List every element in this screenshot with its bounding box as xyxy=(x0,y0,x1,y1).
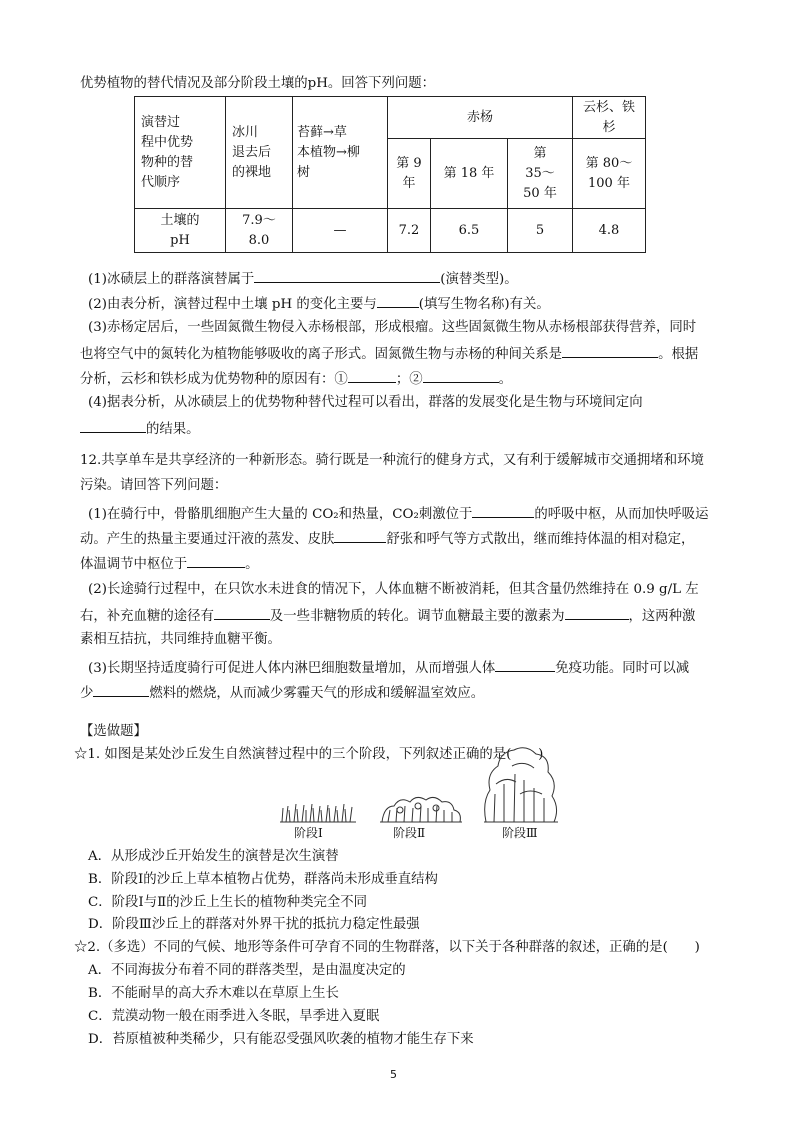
col-spruce-hemlock: 云杉、铁 杉 xyxy=(573,97,646,139)
q12-part-2-line-2: 右，补充血糖的途径有 及一些非糖物质的转化。调节血糖最主要的激素为 ，这两种激 xyxy=(80,605,695,627)
q12-part-3-line-2: 少 燃料的燃烧，从而减少雾霾天气的形成和缓解温室效应。 xyxy=(80,682,484,704)
dune-succession-figure xyxy=(276,744,566,826)
answer-blank[interactable] xyxy=(334,528,386,543)
sub-year-9: 第 9 年 xyxy=(388,139,431,209)
question-3-line-2: 也将空气中的氮转化为植物能够吸收的离子形式。固氮微生物与赤杨的种间关系是 。根据 xyxy=(80,343,698,365)
col-alder: 赤杨 xyxy=(388,97,573,139)
sub-year-80-100: 第 80～ 100 年 xyxy=(573,139,646,209)
question-2: (2)由表分析，演替过程中土壤 pH 的变化主要与 (填写生物名称)有关。 xyxy=(88,293,550,315)
ph-moss: — xyxy=(293,209,388,253)
answer-blank[interactable] xyxy=(80,418,146,433)
ph-year-9: 7.2 xyxy=(388,209,431,253)
question-12-line-1: 12.共享单车是共享经济的一种新形态。骑行既是一种流行的健身方式，又有利于缓解城市交通拥堵和环境 xyxy=(80,453,704,468)
stage-1-label: 阶段Ⅰ xyxy=(294,826,323,840)
stage-1-grass-illustration xyxy=(280,804,356,822)
q1-option-a: A．从形成沙丘开始发生的演替是次生演替 xyxy=(88,849,339,864)
answer-blank[interactable] xyxy=(472,503,534,518)
answer-blank[interactable] xyxy=(495,657,555,672)
q2-option-c: C．荒漠动物一般在雨季进入冬眠，旱季进入夏眠 xyxy=(88,1009,380,1024)
sub-year-18: 第 18 年 xyxy=(431,139,508,209)
ph-bare-land: 7.9～ 8.0 xyxy=(226,209,293,253)
answer-blank[interactable] xyxy=(254,268,440,283)
answer-blank[interactable] xyxy=(187,553,245,568)
q1-option-b: B．阶段Ⅰ的沙丘上草本植物占优势，群落尚未形成垂直结构 xyxy=(88,872,438,887)
q12-part-3-line-1: (3)长期坚持适度骑行可促进人体内淋巴细胞数量增加，从而增强人体 免疫功能。同时可以减 xyxy=(88,657,689,679)
ph-year-35-50: 5 xyxy=(508,209,573,253)
q2-option-d: D．苔原植被种类稀少，只有能忍受强风吹袭的植物才能生存下来 xyxy=(88,1032,474,1047)
answer-blank[interactable] xyxy=(423,368,499,383)
q12-part-1-line-3: 体温调节中枢位于 。 xyxy=(80,553,259,575)
row-header-sequence: 演替过 程中优势 物种的替 代顺序 xyxy=(135,97,226,209)
succession-table xyxy=(134,96,646,253)
q12-part-2-line-3: 素相互拮抗，共同维持血糖平衡。 xyxy=(80,632,281,647)
q12-part-2-line-1: (2)长途骑行过程中，在只饮水未进食的情况下，人体血糖不断被消耗，但其含量仍然维持在 0.9 g/L 左 xyxy=(88,582,699,597)
stage-3-forest-illustration xyxy=(484,748,558,822)
optional-question-1: ☆1. 如图是某处沙丘发生自然演替过程中的三个阶段，下列叙述正确的是( ) xyxy=(74,747,544,762)
question-3-line-3: 分析，云杉和铁杉成为优势物种的原因有：① ；② 。 xyxy=(80,368,512,390)
col-moss-grass-willow: 苔藓→草 本植物→柳 树 xyxy=(293,97,388,209)
ph-year-18: 6.5 xyxy=(431,209,508,253)
answer-blank[interactable] xyxy=(348,368,396,383)
answer-blank[interactable] xyxy=(562,343,658,358)
col-bare-land: 冰川 退去后 的裸地 xyxy=(226,97,293,209)
answer-blank[interactable] xyxy=(93,682,149,697)
question-4-line-1: (4)据表分析，从冰碛层上的优势物种替代过程可以看出，群落的发展变化是生物与环境间定向 xyxy=(88,395,643,410)
answer-blank[interactable] xyxy=(377,293,419,308)
stage-2-shrub-illustration xyxy=(380,797,462,822)
q2-option-b: B．不能耐旱的高大乔木难以在草原上生长 xyxy=(88,986,339,1001)
answer-blank[interactable] xyxy=(214,605,270,620)
q2-option-a: A．不同海拔分布着不同的群落类型，是由温度决定的 xyxy=(88,963,406,978)
optional-heading: 【选做题】 xyxy=(80,724,147,739)
intro-text: 优势植物的替代情况及部分阶段土壤的pH。回答下列问题： xyxy=(80,76,436,91)
stage-3-label: 阶段Ⅲ xyxy=(502,826,538,840)
q12-part-1-line-2: 动。产生的热量主要通过汗液的蒸发、皮肤 舒张和呼气等方式散出，继而维持体温的相对稳定， xyxy=(80,528,694,550)
question-3-line-1: (3)赤杨定居后，一些固氮微生物侵入赤杨根部，形成根瘤。这些固氮微生物从赤杨根部获得营养，同时 xyxy=(88,320,697,335)
q12-part-1-line-1: (1)在骑行中，骨骼肌细胞产生大量的 CO₂和热量，CO₂刺激位于 的呼吸中枢，从而加快呼吸运 xyxy=(88,503,708,525)
optional-question-2: ☆2.（多选）不同的气候、地形等条件可孕育不同的生物群落，以下关于各种群落的叙述，正确的是( ) xyxy=(74,940,700,955)
question-12-line-2: 污染。请回答下列问题： xyxy=(80,478,228,493)
q1-option-c: C．阶段Ⅰ与Ⅱ的沙丘上生长的植物种类完全不同 xyxy=(88,895,368,910)
row-header-ph: 土壤的 pH xyxy=(135,209,226,253)
answer-blank[interactable] xyxy=(565,605,629,620)
stage-2-label: 阶段Ⅱ xyxy=(393,826,426,840)
ph-year-80-100: 4.8 xyxy=(573,209,646,253)
page-number: 5 xyxy=(390,1068,397,1081)
question-4-line-2: 的结果。 xyxy=(80,418,200,440)
question-1: (1)冰碛层上的群落演替属于 (演替类型)。 xyxy=(88,268,518,290)
q1-option-d: D．阶段Ⅲ沙丘上的群落对外界干扰的抵抗力稳定性最强 xyxy=(88,917,420,932)
sub-year-35-50: 第 35～ 50 年 xyxy=(508,139,573,209)
